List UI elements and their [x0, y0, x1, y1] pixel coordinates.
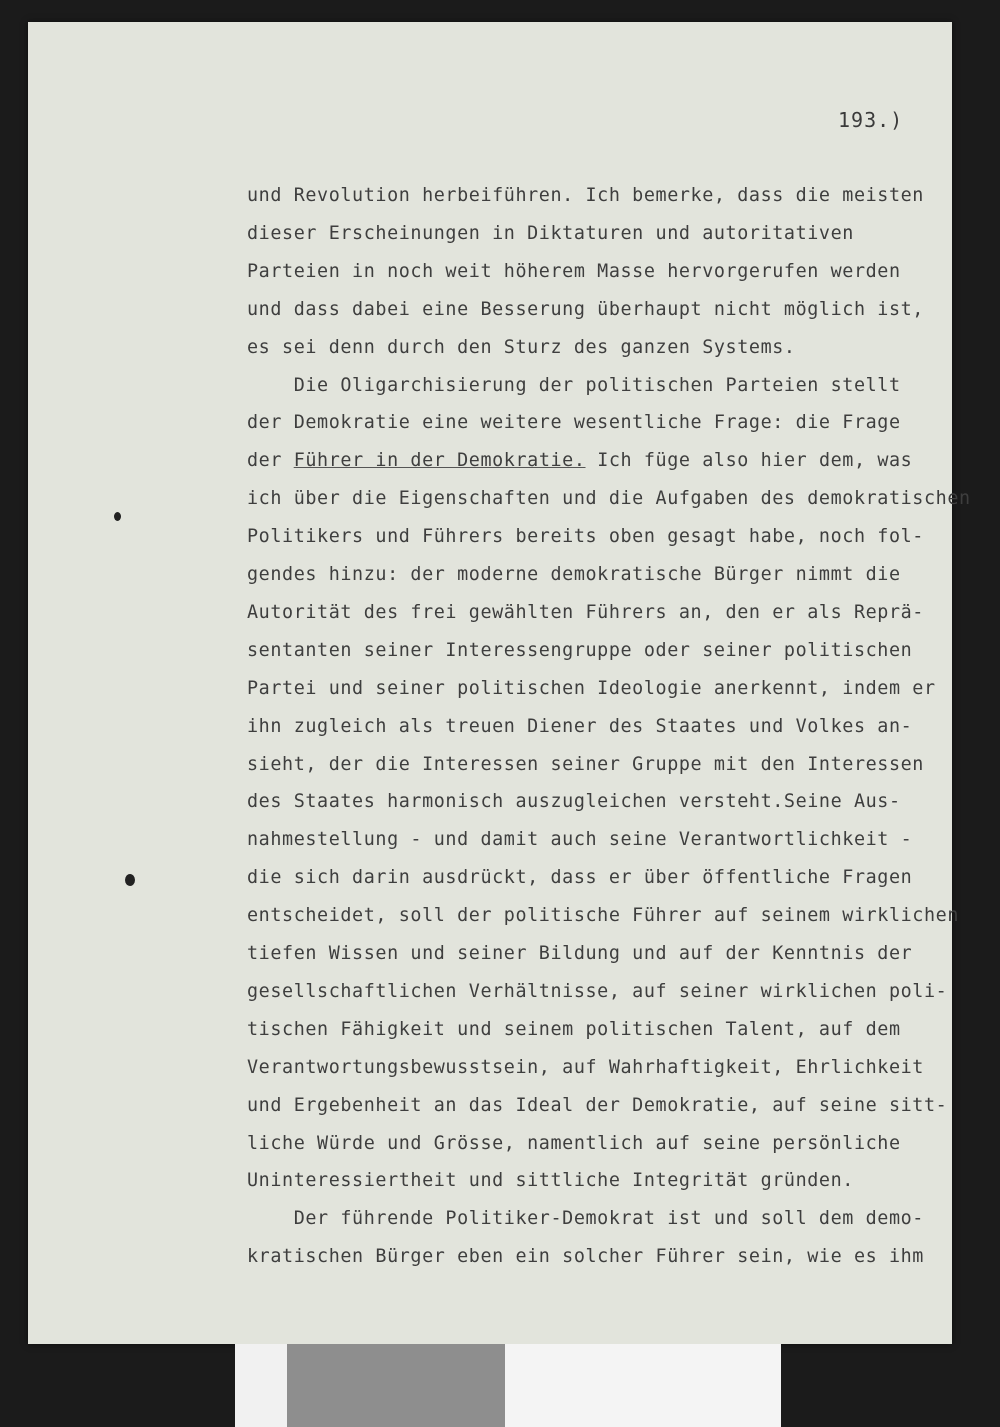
text-line [247, 943, 912, 964]
text-line [247, 1170, 854, 1191]
text-line [247, 261, 901, 282]
text-segment: es sei denn durch den Sturz des ganzen Systems. [247, 336, 796, 358]
text-line [247, 640, 912, 661]
text-line [247, 1208, 924, 1229]
text-segment: Politikers und Führers bereits oben gesagt habe, noch fol- [247, 526, 924, 548]
text-segment: des Staates harmonisch auszugleichen versteht.Seine Aus- [247, 791, 901, 813]
text-line [247, 299, 924, 320]
text-segment: gendes hinzu: der moderne demokratische Bürger nimmt die [247, 564, 901, 585]
text-segment: Partei und seiner politischen Ideologie anerkennt, indem er [247, 677, 936, 699]
text-line [247, 412, 901, 433]
text-segment: die sich darin ausdrückt, dass er über öffentliche Fragen [247, 867, 913, 889]
text-line [247, 1133, 901, 1154]
document-page [28, 22, 971, 1344]
text-segment: liche Würde und Grösse, namentlich auf seine persönliche [247, 1132, 901, 1154]
text-segment: der Demokratie eine weitere wesentliche Frage: die Frage [247, 412, 901, 434]
text-segment: kratischen Bürger eben ein solcher Führer sein, wie es ihm [247, 1246, 924, 1268]
text-line [247, 337, 796, 358]
scan-holder-white-left [235, 1344, 287, 1427]
text-segment: und Ergebenheit an das Ideal der Demokratie, auf seine sitt- [247, 1094, 948, 1116]
text-line [247, 488, 971, 509]
punch-hole [114, 512, 121, 521]
text-segment: entscheidet, soll der politische Führer auf seinem wirklichen [247, 905, 959, 927]
text-line [247, 981, 947, 1002]
text-line [247, 223, 854, 244]
text-line [247, 564, 901, 585]
text-line [247, 185, 924, 206]
text-segment: Ich füge also hier dem, was [585, 450, 913, 472]
text-line [247, 602, 924, 623]
text-line [247, 1246, 924, 1267]
text-segment: und dass dabei eine Besserung überhaupt nicht möglich ist, [247, 298, 924, 320]
text-segment: ihn zugleich als treuen Diener des Staates und Volkes an- [247, 715, 913, 737]
text-line [247, 754, 924, 775]
text-segment: Parteien in noch weit höherem Masse hervorgerufen werden [247, 260, 901, 282]
text-line [247, 450, 912, 471]
text-segment: Autorität des frei gewählten Führers an, den er als Reprä- [247, 601, 924, 623]
text-segment: Die Oligarchisierung der politischen Parteien stellt [247, 374, 901, 396]
text-segment: tiefen Wissen und seiner Bildung und auf der Kenntnis der [247, 943, 913, 964]
text-segment: Verantwortungsbewusstsein, auf Wahrhaftigkeit, Ehrlichkeit [247, 1056, 924, 1078]
text-segment: Der führende Politiker-Demokrat ist und soll dem demo- [247, 1208, 924, 1230]
scan-holder-white-right [505, 1344, 781, 1427]
underlined-phrase: Führer in der Demokratie. [293, 450, 586, 472]
text-segment: ich über die Eigenschaften und die Aufgaben des demokratischen [247, 488, 971, 510]
punch-hole [125, 874, 135, 886]
text-segment: Uninteressiertheit und sittliche Integrität gründen. [247, 1170, 854, 1192]
text-segment: tischen Fähigkeit und seinem politischen Talent, auf dem [247, 1018, 901, 1040]
text-line [247, 1057, 924, 1078]
text-line [247, 678, 936, 699]
text-line [247, 791, 901, 812]
text-line [247, 867, 912, 888]
text-line [247, 526, 924, 547]
page-number: 193.) [838, 108, 904, 132]
scan-holder-gray-card [287, 1344, 505, 1427]
text-segment: dieser Erscheinungen in Diktaturen und autoritativen [247, 222, 854, 244]
text-segment: gesellschaftlichen Verhältnisse, auf seiner wirklichen poli- [247, 980, 948, 1002]
text-line [247, 1095, 947, 1116]
text-segment: sentanten seiner Interessengruppe oder seiner politischen [247, 639, 913, 661]
text-line [247, 375, 901, 396]
text-segment: der [247, 450, 294, 472]
text-segment: nahmestellung - und damit auch seine Verantwortlichkeit - [247, 829, 913, 851]
text-segment: und Revolution herbeiführen. Ich bemerke, dass die meisten [247, 185, 924, 206]
text-line [247, 905, 959, 926]
text-segment: sieht, der die Interessen seiner Gruppe mit den Interessen [247, 753, 924, 775]
text-line [247, 1019, 901, 1040]
text-line [247, 716, 912, 737]
text-line [247, 829, 912, 850]
